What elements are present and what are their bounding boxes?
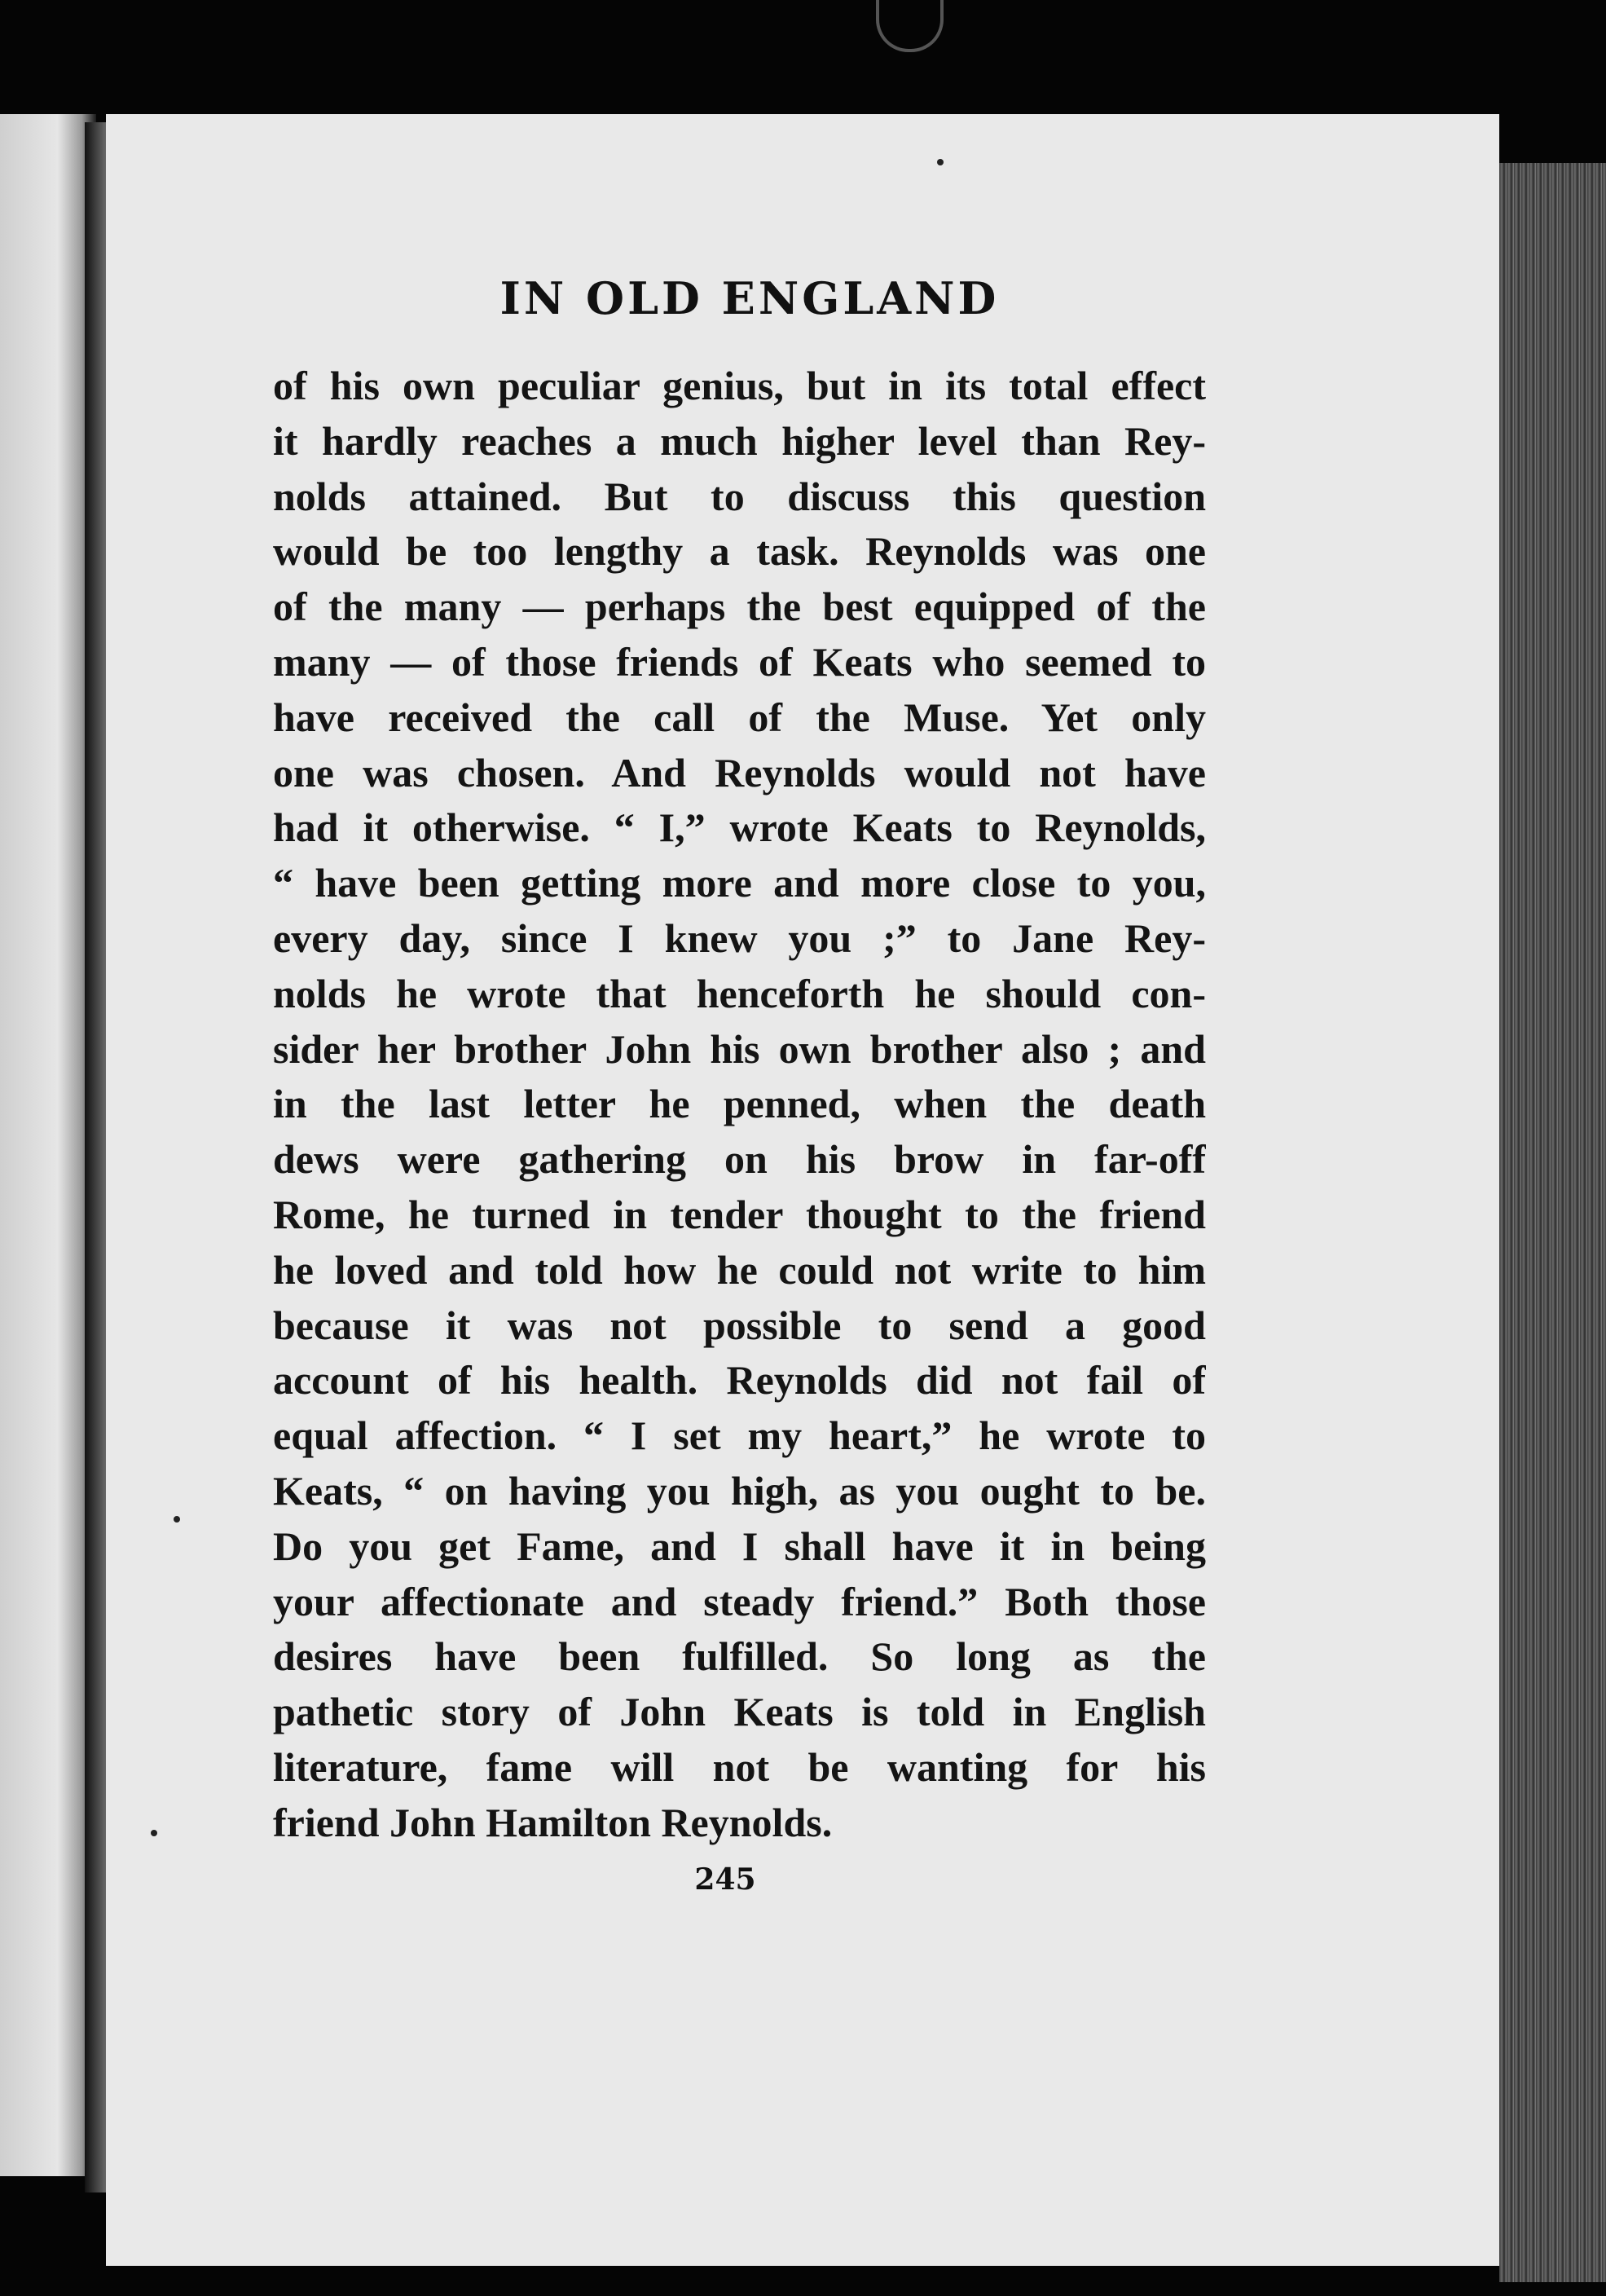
- body-text: [273, 359, 1206, 1851]
- text-line: pathetic story of John Keats is told in English: [273, 1689, 1206, 1735]
- text-line: had it otherwise. “ I,” wrote Keats to Reynolds,: [273, 804, 1206, 851]
- text-line: every day, since I knew you ;” to Jane Rey-: [273, 914, 1206, 961]
- text-line: would be too lengthy a task. Reynolds was one: [273, 528, 1206, 575]
- text-line: desires have been fulfilled. So long as the: [273, 1633, 1206, 1680]
- text-line: one was chosen. And Reynolds would not have: [273, 749, 1206, 795]
- text-line: because it was not possible to send a good: [273, 1302, 1206, 1348]
- text-line: literature, fame will not be wanting for his: [273, 1743, 1206, 1790]
- text-line: account of his health. Reynolds did not fail of: [273, 1357, 1206, 1404]
- text-line: many — of those friends of Keats who seemed to: [273, 638, 1206, 685]
- text-line: Keats, “ on having you high, as you ought to be.: [273, 1467, 1206, 1514]
- text-line: “ have been getting more and more close to you,: [273, 860, 1206, 906]
- text-line: friend John Hamilton Reynolds.: [273, 1799, 833, 1845]
- text-line: he loved and told how he could not write to him: [273, 1246, 1206, 1293]
- print-speck: [937, 159, 944, 165]
- print-speck: [174, 1516, 180, 1523]
- text-line: Do you get Fame, and I shall have it in being: [273, 1523, 1206, 1569]
- text-line: of his own peculiar genius, but in its total effect: [273, 363, 1206, 408]
- text-line: Rome, he turned in tender thought to the friend: [273, 1191, 1206, 1237]
- running-head: IN OLD ENGLAND: [499, 272, 1000, 324]
- text-line: equal affection. “ I set my heart,” he wrote to: [273, 1412, 1206, 1459]
- text-line: of the many — perhaps the best equipped of the: [273, 584, 1206, 630]
- page-stack-edge: [1499, 163, 1606, 2282]
- text-line: have received the call of the Muse. Yet only: [273, 694, 1206, 740]
- page-number: 245: [694, 1862, 756, 1897]
- text-line: sider her brother John his own brother also ; and: [273, 1025, 1206, 1072]
- facing-page-edge: [0, 114, 96, 2176]
- text-line: your affectionate and steady friend.” Both those: [273, 1578, 1206, 1624]
- binding-clip: [876, 0, 944, 52]
- text-line: in the last letter he penned, when the death: [273, 1081, 1206, 1127]
- text-line: dews were gathering on his brow in far-off: [273, 1136, 1206, 1183]
- text-line: nolds attained. But to discuss this question: [273, 473, 1206, 519]
- text-line: it hardly reaches a much higher level than Rey-: [273, 417, 1206, 464]
- print-speck: [151, 1830, 157, 1836]
- text-line: nolds he wrote that henceforth he should con-: [273, 970, 1206, 1016]
